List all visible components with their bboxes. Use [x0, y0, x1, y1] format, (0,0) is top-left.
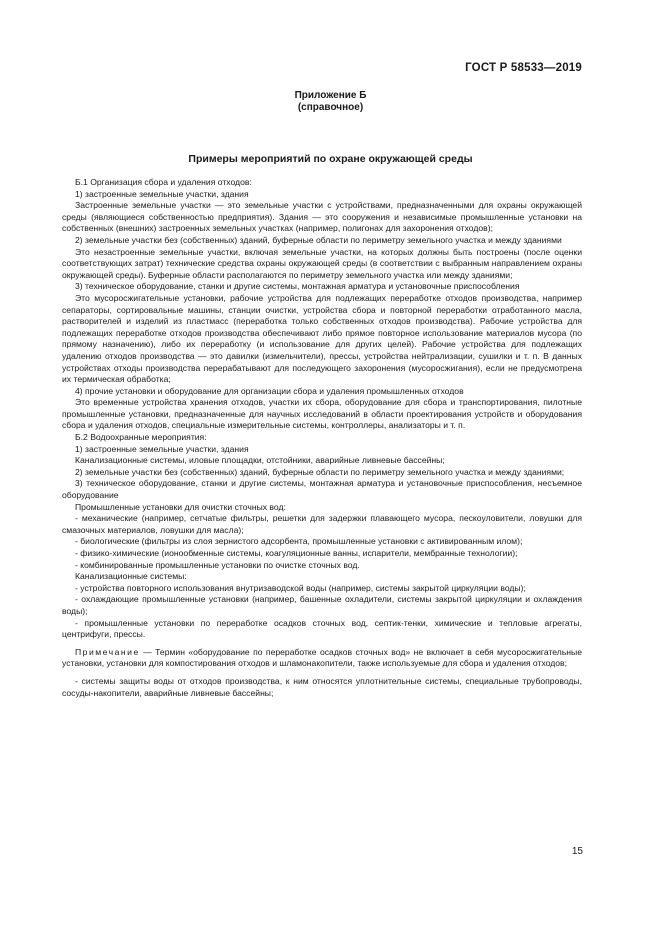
paragraph: - биологические (фильтры из слоя зернистого адсорбента, промышленные установки с активированным илом);	[75, 536, 523, 547]
page-number: 15	[571, 846, 583, 857]
body-text	[62, 177, 582, 699]
paragraph: - устройства повторного использования внутризаводской воды (например, системы закрытой циркуляции воды);	[75, 582, 526, 593]
paragraph: Б.2 Водоохранные мероприятия:	[75, 432, 207, 443]
paragraph: Застроенные земельные участки — это земельные участки с устройствами, предназначенными для охраны окружающей среды (являющиеся собственностью предприятия). Здания — это сооружения и независимые промышленные установки на собственных (внешних) застроенных земельных участках (например, полигонах для захоронения отходов);	[62, 200, 582, 234]
paragraph: 3) техническое оборудование, станки и другие системы, монтажная арматура и установочные приспособления	[75, 281, 520, 292]
note-text: — Термин «оборудование по переработке осадков сточных вод» не включает в себя мусоросжигательные установки, установки для компостирования отходов и шламонакопители, также используемые для сбора и удаления отходов;	[62, 646, 582, 669]
paragraph: Канализационные системы, иловые площадки, отстойники, аварийные ливневые бассейны;	[75, 455, 445, 466]
paragraph: Промышленные установки для очистки сточных вод:	[75, 501, 286, 512]
appendix-title: Приложение Б	[294, 90, 367, 101]
note-label: Примечание	[75, 646, 140, 657]
paragraph: Это незастроенные земельные участки, включая земельные участки, на которых должны быть построены (после оценки соответствующих затрат) технические средства охраны окружающей среды (в соответствии с выбранным направлением охраны окружающей среды). Буферные области располагаются по периметру земельного участка или между зданиями;	[62, 246, 582, 280]
paragraph: 1) застроенные земельные участки, здания	[75, 443, 249, 454]
paragraph: Это мусоросжигательные установки, рабочие устройства для подлежащих переработке отходов производства, например сепараторы, сортировальные машины, станции очистки, устройства сбора и повторной переработки отработанного масла, растворителей и изделий из пластмасс (переработка только собственных отходов производства). Рабочие устройства для подлежащих переработке отходов производства обеспечивают либо прямое повторное использование материалов мусора (по прямому назначению), либо их переработку (и использование для других целей). Рабочие устройства для подлежащих удалению отходов производства — это давилки (измельчители), прессы, устройства нейтрализации, сушилки и т. п. В данных устройствах отходы производства перерабатывают для последующего захоронения (мусоросжигания), если не предусмотрена их термическая обработка;	[62, 292, 582, 385]
paragraph: - охлаждающие промышленные установки (например, башенные охладители, системы закрытой циркуляции и охлаждения воды);	[62, 594, 582, 616]
note-paragraph	[62, 647, 582, 670]
paragraph: Это временные устройства хранения отходов, участки их сбора, оборудование для сбора и транспортирования, пилотные промышленные установки, предназначенные для научных исследований в области проектирования устройств и оборудования сбора и удаления отходов, специальные измерительные системы, контроллеры, анализаторы и т. п.	[62, 397, 582, 431]
section-heading: Примеры мероприятий по охране окружающей среды	[188, 153, 473, 165]
paragraph: 2) земельные участки без (собственных) зданий, буферные области по периметру земельного участка и между зданиями	[75, 234, 562, 245]
appendix-block	[0, 90, 661, 114]
standard-number: ГОСТ Р 58533—2019	[465, 62, 582, 74]
paragraph: 4) прочие установки и оборудование для организации сбора и удаления промышленных отходов	[75, 385, 464, 396]
paragraph: - физико-химические (ионообменные системы, коагуляционные ванны, испарители, мембранные технологии);	[75, 548, 518, 558]
paragraph: - комбинированные промышленные установки по очистке сточных вод.	[75, 559, 360, 570]
paragraph: Б.1 Организация сбора и удаления отходов:	[75, 177, 252, 187]
paragraph: - промышленные установки по переработке осадков сточных вод, септик-тенки, химические и тепловые агрегаты, центрифуги, прессы.	[62, 617, 582, 640]
paragraph: 1) застроенные земельные участки, здания	[75, 188, 249, 199]
paragraph: - системы защиты воды от отходов производства, к ним относятся уплотнительные системы, специальные трубопроводы, сосуды-накопители, аварийные ливневые бассейны;	[62, 675, 582, 698]
paragraph: 3) техническое оборудование, станки и другие системы, монтажная арматура и установочные приспособления, несъемное оборудование	[62, 478, 582, 501]
paragraph: Канализационные системы:	[75, 571, 187, 582]
paragraph: 2) земельные участки без (собственных) зданий, буферные области по периметру земельного участка и между зданиями;	[75, 466, 565, 477]
paragraph: - механические (например, сетчатые фильтры, решетки для задержки плавающего мусора, пескоуловители, ловушки для смазочных материалов, ловушки для масла);	[62, 513, 582, 535]
appendix-subtitle: (справочное)	[297, 102, 364, 113]
